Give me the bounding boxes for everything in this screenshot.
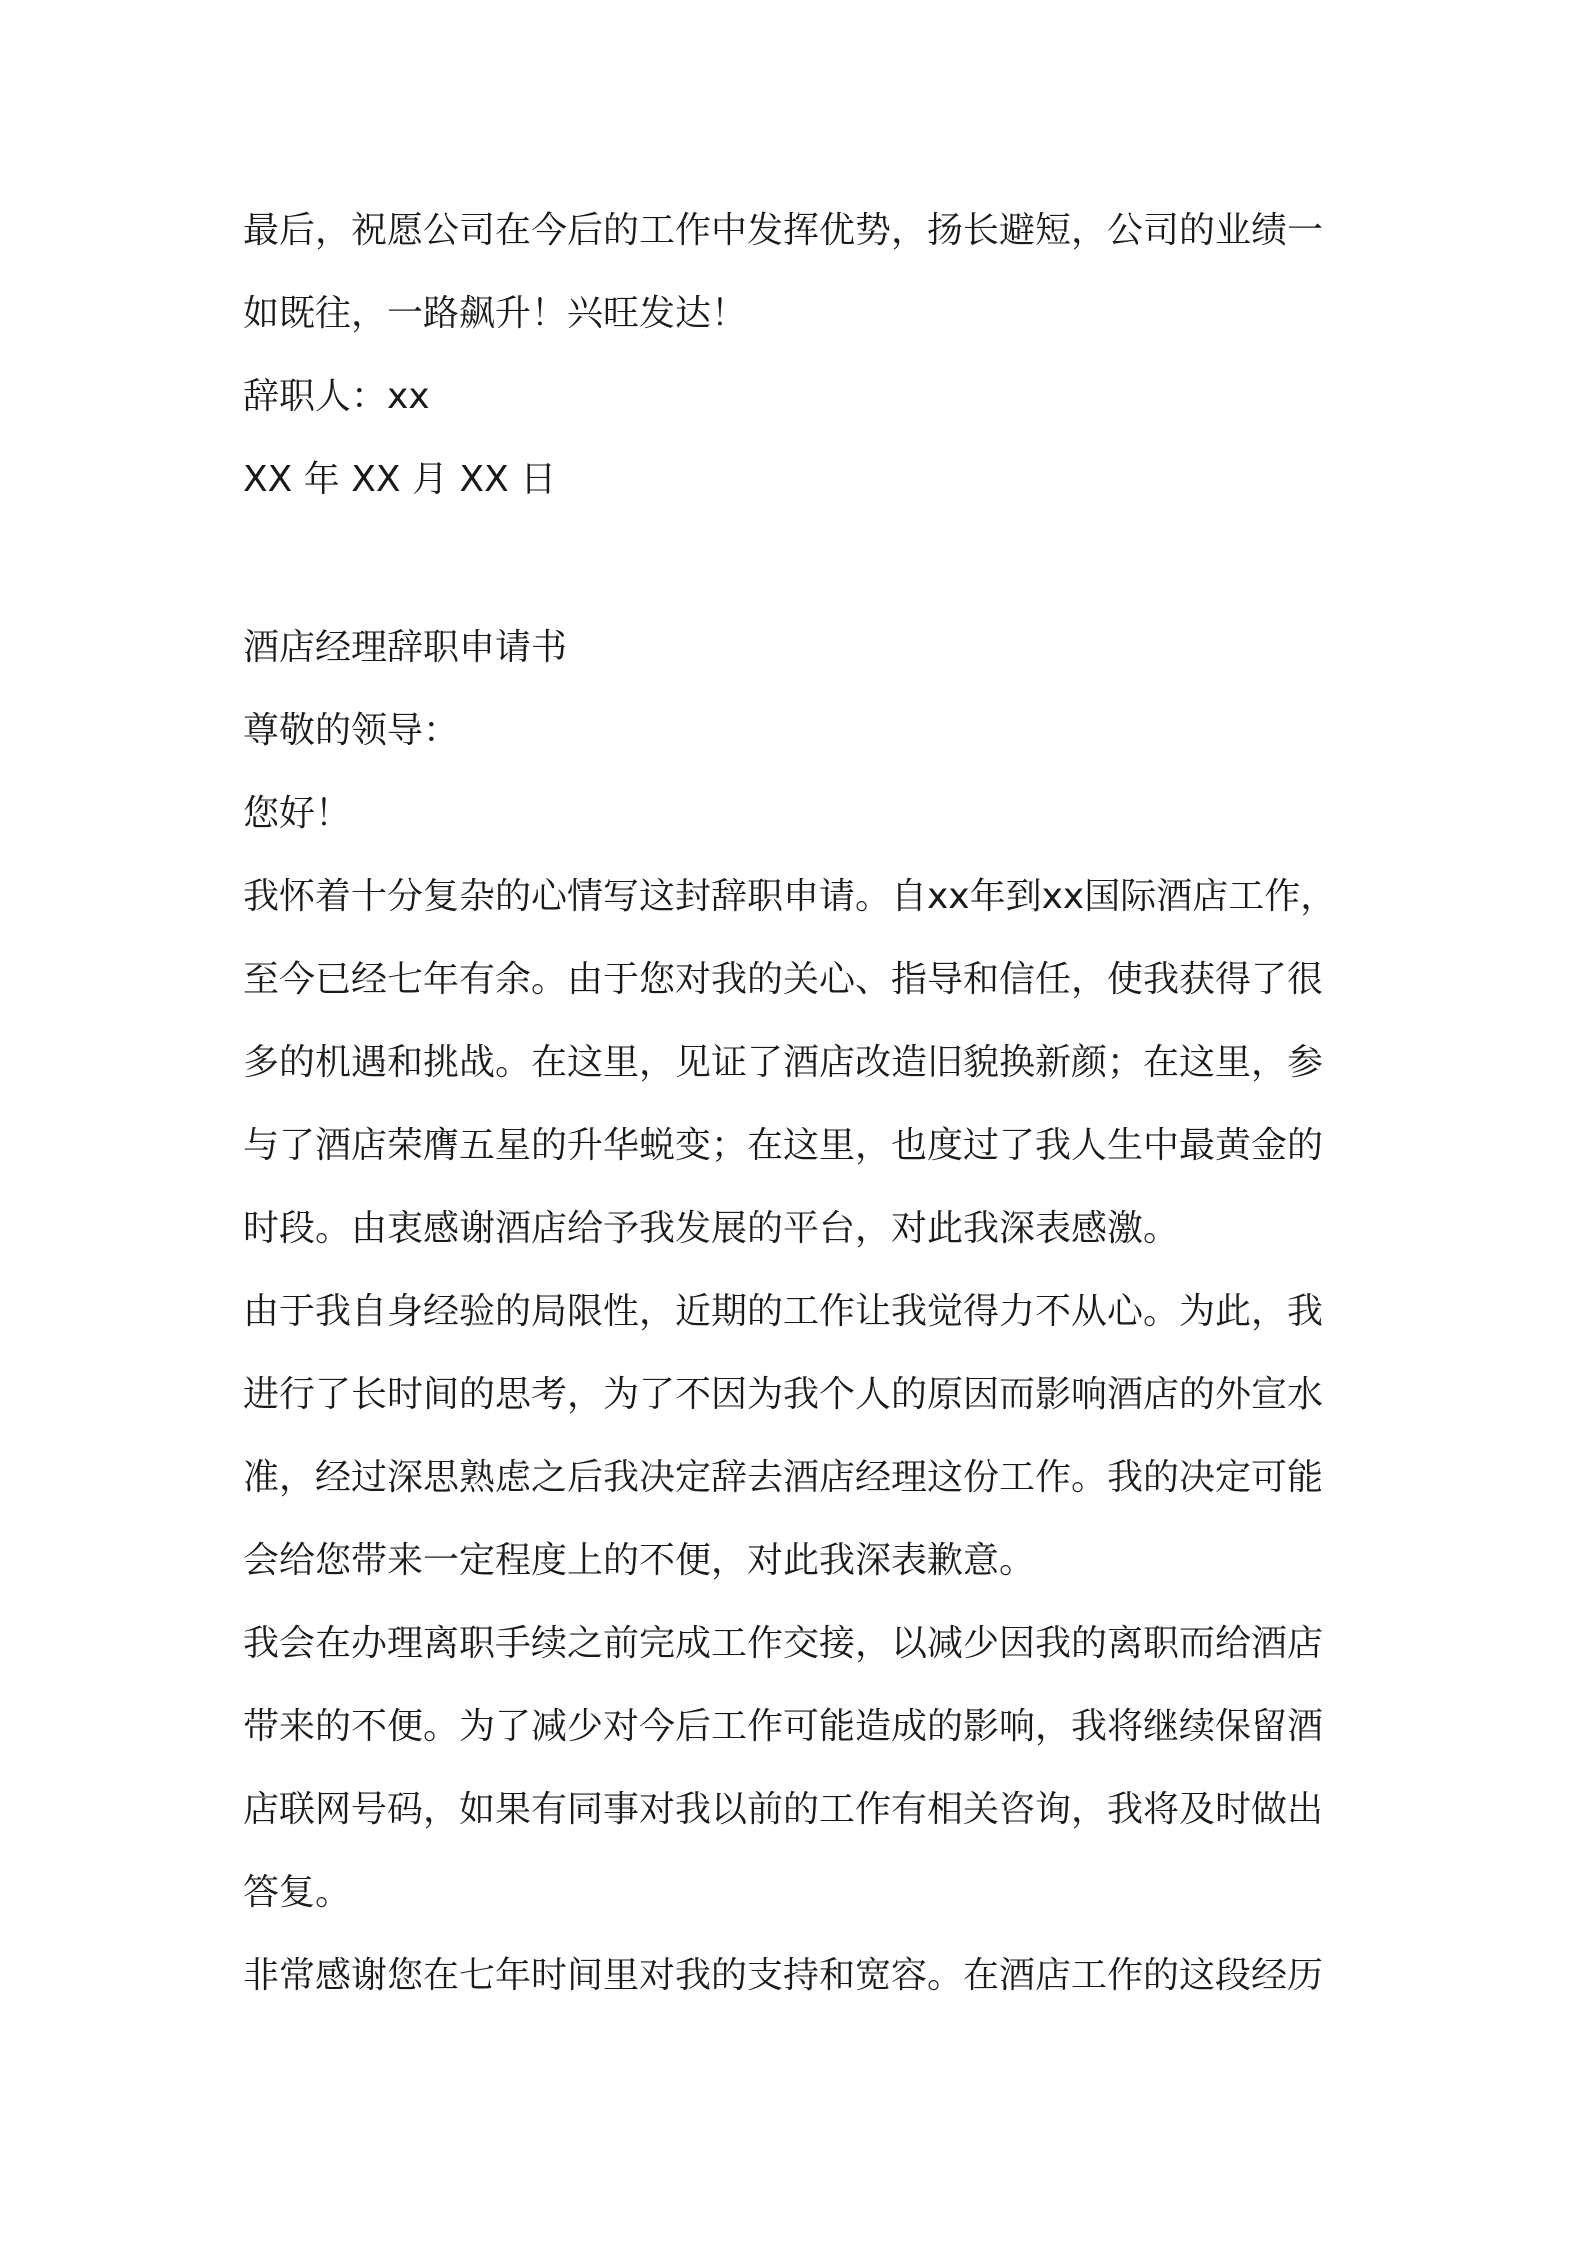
text-line: 带来的不便。为了减少对今后工作可能造成的影响，我将继续保留酒	[243, 1706, 1324, 1747]
text-line: 至今已经七年有余。由于您对我的关心、指导和信任，使我获得了很	[243, 959, 1324, 1000]
section-spacer	[243, 521, 1355, 606]
text-line: 我会在办理离职手续之前完成工作交接，以减少因我的离职而给酒店	[243, 1623, 1324, 1664]
text-line: 最后，祝愿公司在今后的工作中发挥优势，扬长避短，公司的业绩一	[243, 210, 1324, 251]
document-body	[243, 189, 1355, 2017]
text-line: 与了酒店荣膺五星的升华蜕变；在这里，也度过了我人生中最黄金的	[243, 1125, 1324, 1166]
text-line: 时段。由衷感谢酒店给予我发展的平台，对此我深表感激。	[243, 1208, 1180, 1249]
letter-title: 酒店经理辞职申请书	[243, 627, 568, 668]
text-line: 由于我自身经验的局限性，近期的工作让我觉得力不从心。为此，我	[243, 1291, 1324, 1332]
text-line: 店联网号码，如果有同事对我以前的工作有相关咨询，我将及时做出	[243, 1789, 1324, 1830]
paragraph-3	[243, 1602, 1355, 1934]
salutation: 尊敬的领导：	[243, 710, 460, 751]
text-line: 准，经过深思熟虑之后我决定辞去酒店经理这份工作。我的决定可能	[243, 1457, 1324, 1498]
text-line: 非常感谢您在七年时间里对我的支持和宽容。在酒店工作的这段经历	[243, 1955, 1324, 1996]
greeting: 您好！	[243, 793, 352, 834]
signature: 辞职人：xx	[243, 376, 430, 417]
paragraph-1	[243, 855, 1355, 1270]
text-line: 多的机遇和挑战。在这里，见证了酒店改造旧貌换新颜；在这里，参	[243, 1042, 1324, 1083]
paragraph-4	[243, 1934, 1355, 2017]
paragraph-2	[243, 1270, 1355, 1602]
date: XX 年 XX 月 XX 日	[243, 459, 557, 500]
text-line: 我怀着十分复杂的心情写这封辞职申请。自xx年到xx国际酒店工作，	[243, 876, 1337, 917]
text-line: 如既往，一路飙升！兴旺发达！	[243, 293, 748, 334]
text-line: 答复。	[243, 1872, 352, 1913]
text-line: 会给您带来一定程度上的不便，对此我深表歉意。	[243, 1540, 1036, 1581]
closing-paragraph	[243, 189, 1355, 355]
text-line: 进行了长时间的思考，为了不因为我个人的原因而影响酒店的外宣水	[243, 1374, 1324, 1415]
